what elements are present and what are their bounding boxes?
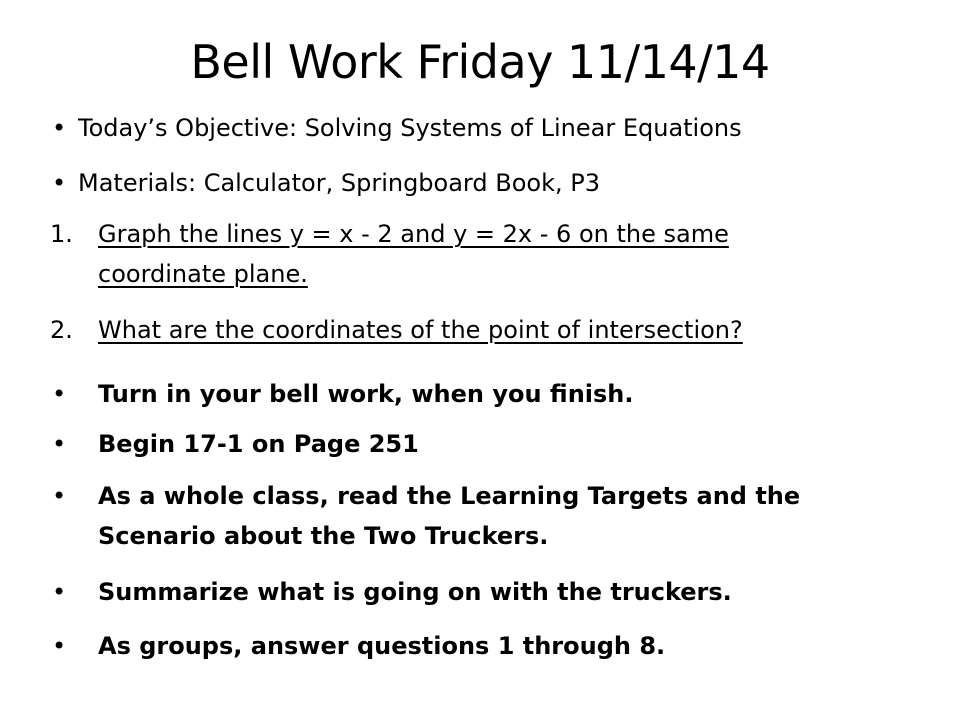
- bullet-icon: •: [52, 632, 67, 660]
- question-number: 2.: [50, 316, 73, 344]
- slide-title: Bell Work Friday 11/14/14: [190, 35, 770, 89]
- bullet-icon: •: [52, 430, 67, 458]
- task-text-line-2: Scenario about the Two Truckers.: [98, 522, 549, 550]
- task-text: Summarize what is going on with the truckers.: [98, 578, 732, 606]
- bullet-icon: •: [52, 169, 67, 197]
- question-1-line-1: Graph the lines y = x - 2 and y = 2x - 6 on the same: [98, 220, 729, 248]
- objective-text: Today’s Objective: Solving Systems of Linear Equations: [78, 114, 742, 142]
- task-text: Begin 17-1 on Page 251: [98, 430, 419, 458]
- task-text-line-1: As a whole class, read the Learning Targets and the: [98, 482, 801, 510]
- question-1-line-2: coordinate plane.: [98, 260, 308, 288]
- bullet-icon: •: [52, 114, 67, 142]
- question-number: 1.: [50, 220, 73, 248]
- task-text: Turn in your bell work, when you finish.: [98, 380, 634, 408]
- question-2-text: What are the coordinates of the point of intersection?: [98, 316, 743, 344]
- bullet-icon: •: [52, 380, 67, 408]
- task-text: As groups, answer questions 1 through 8.: [98, 632, 666, 660]
- bullet-icon: •: [52, 578, 67, 606]
- materials-text: Materials: Calculator, Springboard Book, P3: [78, 169, 600, 197]
- bullet-icon: •: [52, 482, 67, 510]
